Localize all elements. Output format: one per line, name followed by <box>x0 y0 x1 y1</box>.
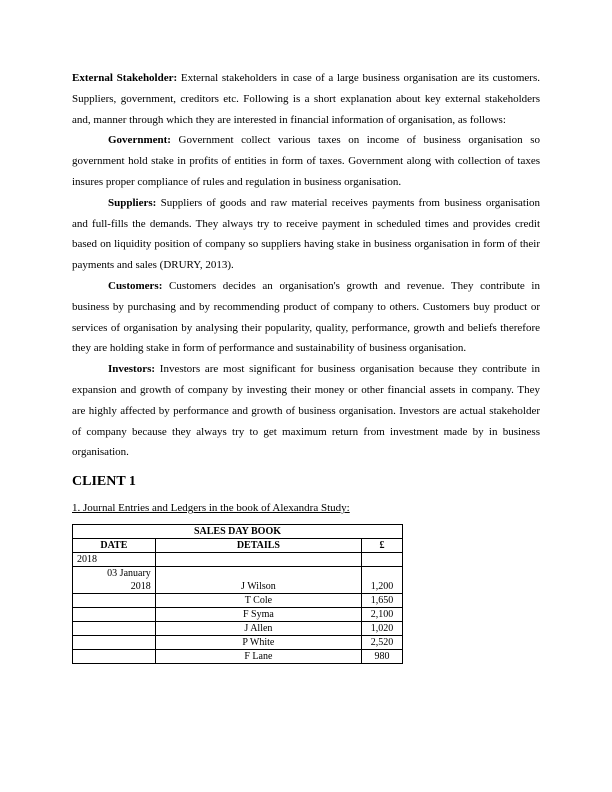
date-cell <box>73 622 156 636</box>
table-row <box>73 608 403 622</box>
amount-cell: 2,520 <box>362 636 403 650</box>
amount-cell: 2,100 <box>362 608 403 622</box>
table-row <box>73 622 403 636</box>
header-details: DETAILS <box>155 539 361 553</box>
year-cell: 2018 <box>73 553 156 567</box>
details-cell: F Lane <box>155 650 361 664</box>
details-cell: T Cole <box>155 594 361 608</box>
text-customers: Customers decides an organisation's growth and revenue. They contribute in business by purchasing and by recommending product of company to others. Customers buy product or services of organisation by analysing their popularity, quality, performance, growth and beliefs therefore they are holding stake in form of performance and sustainability of business organisation. <box>72 279 540 355</box>
journal-subheading: 1. Journal Entries and Ledgers in the book of Alexandra Study: <box>72 502 350 515</box>
date-line-2: 2018 <box>130 581 151 593</box>
table-row-year <box>73 553 403 567</box>
paragraph-external-stakeholder <box>72 68 540 130</box>
text-suppliers: Suppliers of goods and raw material receives payments from business organisation and full-fills the demands. They always try to receive payment in scheduled times and provides credit based on liquidity position of company so suppliers having stake in business organisation in form of their payments and sales (DRURY, 2013). <box>72 196 540 272</box>
amount-cell: 1,200 <box>362 567 403 594</box>
paragraph-customers <box>72 276 540 359</box>
amount-cell: 1,650 <box>362 594 403 608</box>
sales-day-book-table <box>72 524 403 664</box>
heading-suppliers: Suppliers: <box>108 196 157 209</box>
date-cell <box>73 567 156 594</box>
header-amount: £ <box>362 539 403 553</box>
date-cell <box>73 650 156 664</box>
date-line-1: 03 January <box>107 568 151 580</box>
table-row <box>73 567 403 594</box>
empty-cell <box>155 553 361 567</box>
heading-external-stakeholder: External Stakeholder: <box>72 72 178 84</box>
header-date: DATE <box>73 539 156 553</box>
date-cell <box>73 636 156 650</box>
paragraph-suppliers <box>72 193 540 276</box>
date-cell <box>73 594 156 608</box>
heading-government: Government: <box>108 134 171 147</box>
client-heading: CLIENT 1 <box>72 474 136 490</box>
amount-cell: 980 <box>362 650 403 664</box>
paragraph-government <box>72 130 540 192</box>
details-cell: J Wilson <box>155 567 361 594</box>
document-body <box>72 68 540 664</box>
sales-day-book-title: SALES DAY BOOK <box>73 525 403 539</box>
paragraph-investors <box>72 359 540 463</box>
table-row <box>73 650 403 664</box>
heading-customers: Customers: <box>108 279 163 292</box>
details-cell: F Syma <box>155 608 361 622</box>
heading-investors: Investors: <box>108 363 156 376</box>
text-investors: Investors are most significant for business organisation because they contribute in expansion and growth of company by investing their money or other financial assets in company. They are highly affected by performance and growth of business organisation. Investors are actual stakeholder of company because they always try to get maximum return from investment made by in business organisation. <box>72 363 540 459</box>
text-government: Government collect various taxes on income of business organisation so government hold stake in profits of entities in form of taxes. Government along with collection of taxes insures proper compliance of rules and regulation in business organisation. <box>72 134 540 188</box>
details-cell: P White <box>155 636 361 650</box>
empty-cell <box>362 553 403 567</box>
date-cell <box>73 608 156 622</box>
details-cell: J Allen <box>155 622 361 636</box>
table-row <box>73 636 403 650</box>
amount-cell: 1,020 <box>362 622 403 636</box>
table-row <box>73 594 403 608</box>
text-external-stakeholder: External stakeholders in case of a large business organisation are its customers. Suppliers, government, creditors etc. Following is a short explanation about key external stakeholders and, manner through which they are interested in financial information of organisation, as follows: <box>72 72 540 126</box>
